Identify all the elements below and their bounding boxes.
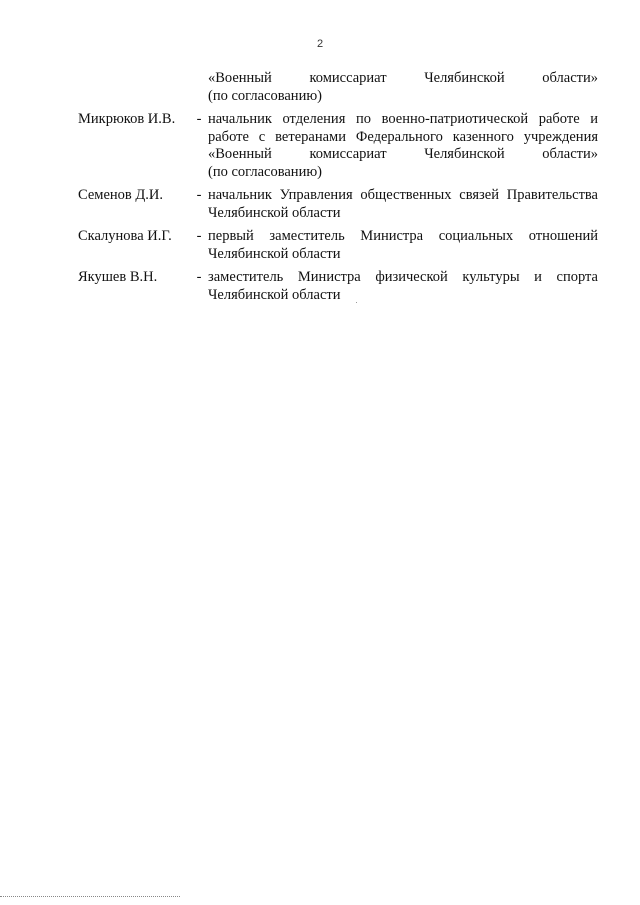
member-name: Скалунова И.Г.: [78, 228, 172, 244]
member-description: [208, 228, 598, 263]
member-row-continuation: [78, 70, 598, 105]
member-dash: -: [196, 111, 202, 127]
description-line: Челябинской области: [208, 286, 341, 303]
member-dash: -: [196, 228, 202, 244]
member-name: Микрюков И.В.: [78, 111, 176, 127]
footer-rule: [0, 896, 180, 897]
member-row-yakushev: [78, 269, 598, 304]
member-description: [208, 111, 598, 181]
description-line: заместитель Министра физической культуры и спорта: [208, 269, 598, 285]
member-description: [208, 269, 598, 304]
member-dash: -: [196, 187, 202, 203]
member-row-mikryukov: [78, 111, 598, 181]
member-name: Семенов Д.И.: [78, 187, 163, 203]
member-list: [78, 70, 598, 310]
description-line: работе с ветеранами Федерального казенного учреждения: [208, 128, 598, 145]
description-line: «Военный комиссариат Челябинской области»: [208, 70, 598, 86]
member-row-semenov: [78, 187, 598, 222]
page-number: 2: [316, 38, 324, 50]
description-line: (по согласованию): [208, 163, 322, 180]
description-line: «Военный комиссариат Челябинской области»: [208, 146, 598, 162]
description-line: начальник Управления общественных связей Правительства: [208, 187, 598, 203]
member-row-skalunova: [78, 228, 598, 263]
scan-speck: [356, 302, 357, 303]
description-line: Челябинской области: [208, 204, 341, 221]
member-description: [208, 70, 598, 105]
description-line: (по согласованию): [208, 87, 322, 104]
description-line: первый заместитель Министра социальных отношений: [208, 228, 598, 244]
description-line: начальник отделения по военно-патриотической работе и: [208, 111, 598, 127]
member-name: Якушев В.Н.: [78, 269, 158, 285]
member-dash: -: [196, 269, 202, 285]
description-line: Челябинской области: [208, 245, 341, 262]
member-description: [208, 187, 598, 222]
